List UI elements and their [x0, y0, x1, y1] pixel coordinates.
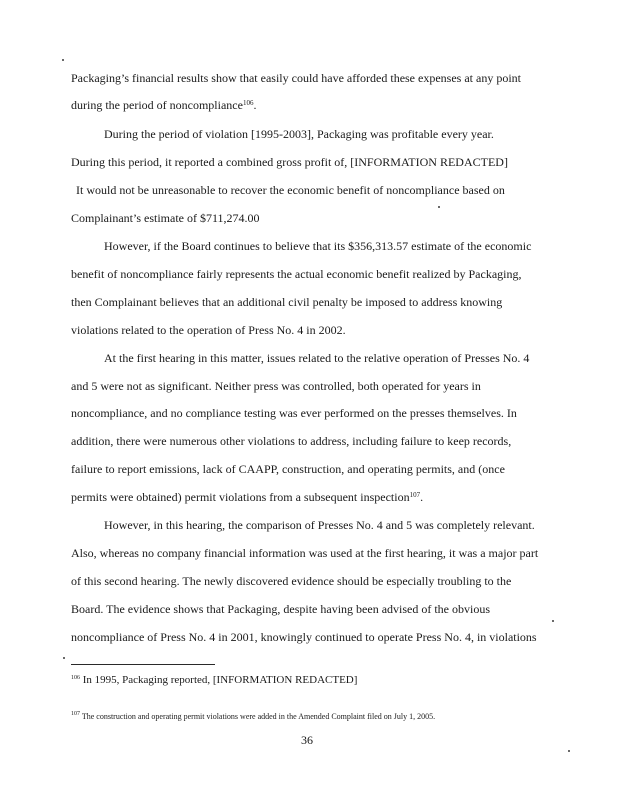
- body-line: benefit of noncompliance fairly represents the actual economic benefit realized by Packaging,: [71, 267, 522, 281]
- body-line: Also, whereas no company financial information was used at the first hearing, it was a major part: [71, 546, 539, 560]
- footnote-106: $^{106}$ In 1995, Packaging reported, [INFORMATION REDACTED]: [71, 674, 358, 686]
- body-line: violations related to the operation of Press No. 4 in 2002.: [71, 323, 346, 337]
- page-number: 36: [301, 733, 313, 747]
- body-line: noncompliance of Press No. 4 in 2001, knowingly continued to operate Press No. 4, in violations: [71, 630, 537, 644]
- body-line: During this period, it reported a combined gross profit of, [INFORMATION REDACTED]: [71, 155, 508, 169]
- body-line: During the period of violation [1995-2003], Packaging was profitable every year.: [104, 127, 494, 141]
- scan-speck: [63, 657, 65, 659]
- footnote-separator: [71, 664, 215, 665]
- body-line: It would not be unreasonable to recover the economic benefit of noncompliance based on: [76, 183, 505, 197]
- body-line: At the first hearing in this matter, issues related to the relative operation of Presses No. 4: [104, 351, 530, 365]
- body-line: during the period of noncompliance$^{106}$.: [71, 98, 257, 112]
- footnote-ref-106[interactable]: 106: [242, 99, 254, 107]
- scan-speck: [438, 206, 440, 208]
- body-line: However, if the Board continues to believe that its $356,313.57 estimate of the economic: [104, 239, 532, 253]
- body-line: However, in this hearing, the comparison of Presses No. 4 and 5 was completely relevant.: [104, 518, 535, 532]
- body-line: Board. The evidence shows that Packaging, despite having been advised of the obvious: [71, 602, 491, 616]
- body-line: Packaging’s financial results show that easily could have afforded these expenses at any point: [71, 71, 521, 85]
- body-line: and 5 were not as significant. Neither press was controlled, both operated for years in: [71, 379, 481, 393]
- body-line: permits were obtained) permit violations from a subsequent inspection$^{107}$.: [71, 490, 424, 504]
- footnote-107: $^{107}$ The construction and operating permit violations were added in the Amended Complaint filed on July 1, 2005.: [71, 711, 436, 721]
- scan-speck: [568, 750, 570, 752]
- body-line: then Complainant believes that an additional civil penalty be imposed to address knowing: [71, 295, 503, 309]
- body-line: Complainant’s estimate of $711,274.00: [71, 211, 260, 225]
- body-line: of this second hearing. The newly discovered evidence should be especially troubling to the: [71, 574, 512, 588]
- body-line: failure to report emissions, lack of CAAPP, construction, and operating permits, and (once: [71, 462, 505, 476]
- footnote-ref-107[interactable]: 107: [409, 491, 421, 499]
- scan-speck: [552, 620, 554, 622]
- body-line: noncompliance, and no compliance testing was ever performed on the presses themselves. In: [71, 406, 517, 420]
- scan-speck: [62, 59, 64, 61]
- body-line: addition, there were numerous other violations to address, including failure to keep records,: [71, 434, 512, 448]
